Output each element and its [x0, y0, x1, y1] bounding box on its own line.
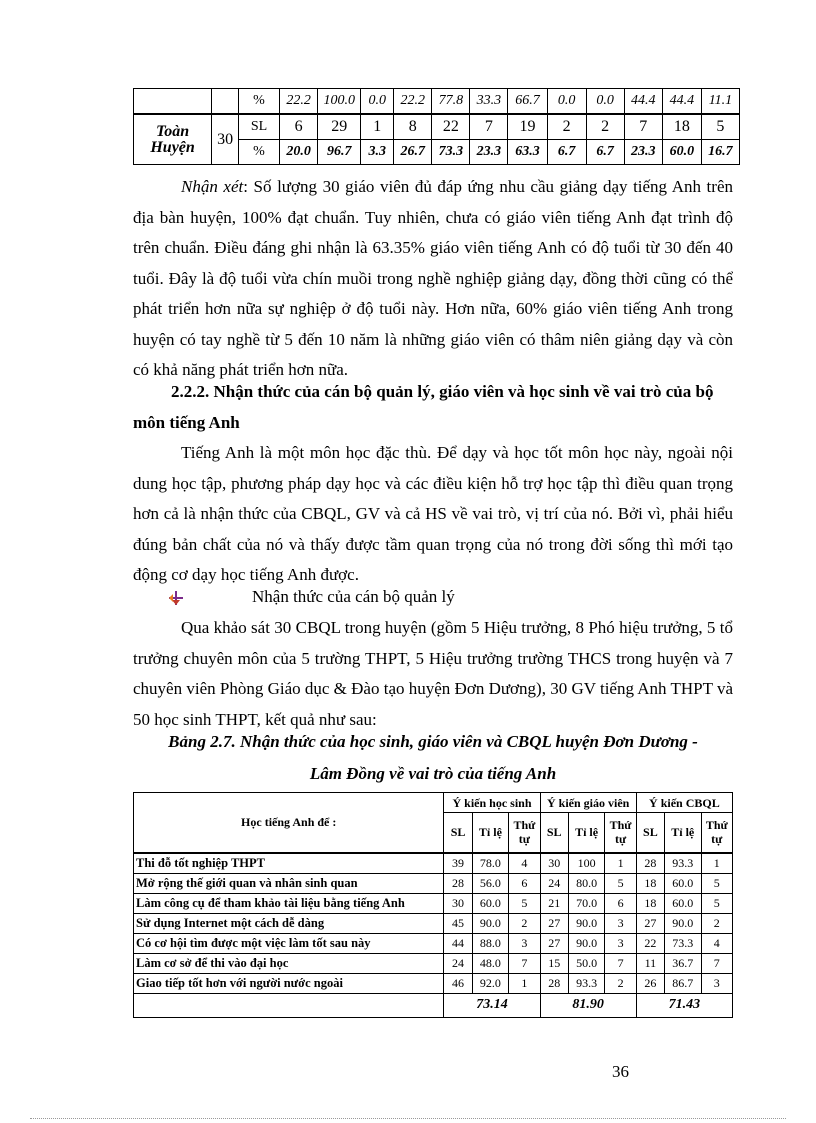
criterion-cell: Làm công cụ để tham khảo tài liệu bằng tiếng Anh — [134, 893, 444, 913]
sub-header: Thứ tự — [605, 813, 636, 853]
table-row — [134, 89, 740, 115]
total-count: 30 — [212, 114, 239, 165]
value-cell: 18 — [636, 893, 664, 913]
value-cell: 45 — [444, 913, 472, 933]
value-cell: 7 — [701, 953, 732, 973]
criterion-cell: Làm cơ sở để thi vào đại học — [134, 953, 444, 973]
sub-header: Tỉ lệ — [472, 813, 509, 853]
sub-header: Tỉ lệ — [664, 813, 701, 853]
value-cell: 2 — [701, 913, 732, 933]
table-cell: 100.0 — [318, 89, 361, 115]
sub-header: SL — [540, 813, 568, 853]
group-header: Ý kiến học sinh — [444, 793, 540, 813]
table-cell: 44.4 — [624, 89, 662, 115]
value-cell: 2 — [605, 973, 636, 993]
table-cell: 1 — [361, 114, 394, 140]
table-cell: 66.7 — [508, 89, 547, 115]
table-cell: 96.7 — [318, 140, 361, 165]
group-header: Ý kiến CBQL — [636, 793, 732, 813]
table-cell: 22.2 — [280, 89, 318, 115]
totals-row — [134, 993, 733, 1017]
sub-header: SL — [636, 813, 664, 853]
remark-paragraph: Nhận xét: Số lượng 30 giáo viên đủ đáp ứng nhu cầu giảng dạy tiếng Anh trên địa bàn huyện, 100% đạt chuẩn. Tuy nhiên, chưa có giáo viên tiếng Anh đạt trình độ trên chuẩn. Điều đáng ghi nhận là 63.35% giáo viên tiếng Anh có độ tuổi từ 30 đến 40 tuổi. Đây là độ tuổi vừa chín muồi trong nghề nghiệp giảng dạy, đồng thời cũng có thể phát triển hơn nữa sự nghiệp ở độ tuổi này. Hơn nữa, 60% giáo viên tiếng Anh trong huyện có tay nghề từ 5 đến 10 năm là những giáo viên có thâm niên giảng dạy và còn có khả năng phát triển hơn nữa. — [133, 177, 733, 379]
table-row — [134, 114, 740, 140]
table-cell: 3.3 — [361, 140, 394, 165]
table-cell: 19 — [508, 114, 547, 140]
table-cell: 7 — [470, 114, 508, 140]
table-row — [134, 913, 733, 933]
value-cell: 18 — [636, 873, 664, 893]
value-cell: 93.3 — [664, 853, 701, 874]
table-cell: 29 — [318, 114, 361, 140]
value-cell: 28 — [444, 873, 472, 893]
value-cell: 46 — [444, 973, 472, 993]
value-cell: 44 — [444, 933, 472, 953]
table-cell: 0.0 — [586, 89, 624, 115]
value-cell: 90.0 — [664, 913, 701, 933]
total-teachers: 81.90 — [540, 993, 636, 1017]
value-cell: 15 — [540, 953, 568, 973]
value-cell: 3 — [509, 933, 540, 953]
table-caption-line2: Lâm Đồng về vai trò của tiếng Anh — [309, 764, 557, 783]
sub-header: Thứ tự — [701, 813, 732, 853]
table-row — [134, 953, 733, 973]
table-cell: 18 — [662, 114, 701, 140]
criteria-header: Học tiếng Anh để : — [134, 793, 444, 853]
value-cell: 92.0 — [472, 973, 509, 993]
intro-paragraph: Tiếng Anh là một môn học đặc thù. Để dạy và học tốt môn học này, ngoài nội dung học tập, phương pháp dạy học và các điều kiện hỗ trợ học tập thì điều quan trọng hơn cả là nhận thức của CBQL, GV và cả HS về vai trò, vị trí của nó. Bởi vì, phải hiểu đúng bản chất của nó và thấy được tầm quan trọng của nó trong đời sống thì mới tạo động cơ dạy học tiếng Anh được. — [133, 443, 733, 584]
total-students: 73.14 — [444, 993, 540, 1017]
row-label: SL — [238, 114, 279, 140]
table-cell: 6.7 — [547, 140, 586, 165]
bullet-arrow-icon — [168, 590, 184, 606]
value-cell: 27 — [636, 913, 664, 933]
criterion-cell: Thi đỗ tốt nghiệp THPT — [134, 853, 444, 874]
value-cell: 1 — [605, 853, 636, 874]
value-cell: 26 — [636, 973, 664, 993]
value-cell: 7 — [605, 953, 636, 973]
survey-paragraph: Qua khảo sát 30 CBQL trong huyện (gồm 5 Hiệu trưởng, 8 Phó hiệu trưởng, 5 tổ trưởng chuyên môn của 5 trường THPT, 5 Hiệu trưởng trường THCS trong huyện và 7 chuyên viên Phòng Giáo dục & Đào tạo huyện Đơn Dương), 30 GV tiếng Anh THPT và 50 học sinh THPT, kết quả như sau: — [133, 618, 733, 729]
table-cell: 73.3 — [432, 140, 470, 165]
table-cell: 44.4 — [662, 89, 701, 115]
value-cell: 24 — [540, 873, 568, 893]
perception-table — [133, 792, 733, 1018]
value-cell: 24 — [444, 953, 472, 973]
value-cell: 11 — [636, 953, 664, 973]
table-cell: 22.2 — [394, 89, 432, 115]
teacher-stats-table-continuation — [133, 88, 740, 165]
table-cell: 23.3 — [624, 140, 662, 165]
criterion-cell: Mở rộng thế giới quan và nhân sinh quan — [134, 873, 444, 893]
table-row — [134, 973, 733, 993]
value-cell: 30 — [540, 853, 568, 874]
value-cell: 39 — [444, 853, 472, 874]
value-cell: 100 — [568, 853, 605, 874]
table-cell: 11.1 — [701, 89, 739, 115]
value-cell: 90.0 — [568, 933, 605, 953]
table-cell: 6.7 — [586, 140, 624, 165]
value-cell: 6 — [605, 893, 636, 913]
value-cell: 1 — [509, 973, 540, 993]
value-cell: 27 — [540, 933, 568, 953]
value-cell: 60.0 — [664, 893, 701, 913]
footer-divider — [30, 1118, 786, 1119]
value-cell: 5 — [605, 873, 636, 893]
value-cell: 5 — [701, 873, 732, 893]
value-cell: 88.0 — [472, 933, 509, 953]
table-cell: 33.3 — [470, 89, 508, 115]
table-cell: 22 — [432, 114, 470, 140]
value-cell: 48.0 — [472, 953, 509, 973]
table-cell: 63.3 — [508, 140, 547, 165]
criterion-cell: Sử dụng Internet một cách dễ dàng — [134, 913, 444, 933]
value-cell: 90.0 — [472, 913, 509, 933]
value-cell: 50.0 — [568, 953, 605, 973]
table-row — [134, 853, 733, 874]
table-cell: 0.0 — [547, 89, 586, 115]
table-cell: 16.7 — [701, 140, 739, 165]
page-number: 36 — [612, 1062, 629, 1081]
criterion-cell: Có cơ hội tìm được một việc làm tốt sau này — [134, 933, 444, 953]
table-cell: 26.7 — [394, 140, 432, 165]
bullet-label: Nhận thức của cán bộ quản lý — [252, 587, 455, 606]
table-cell: 2 — [586, 114, 624, 140]
value-cell: 3 — [701, 973, 732, 993]
value-cell: 3 — [605, 933, 636, 953]
value-cell: 3 — [605, 913, 636, 933]
value-cell: 5 — [509, 893, 540, 913]
value-cell: 56.0 — [472, 873, 509, 893]
table-cell: 0.0 — [361, 89, 394, 115]
value-cell: 28 — [636, 853, 664, 874]
table-cell: 6 — [280, 114, 318, 140]
row-label: % — [238, 89, 279, 115]
table-header-row — [134, 793, 733, 813]
value-cell: 2 — [509, 913, 540, 933]
table-row — [134, 933, 733, 953]
value-cell: 90.0 — [568, 913, 605, 933]
value-cell: 93.3 — [568, 973, 605, 993]
value-cell: 22 — [636, 933, 664, 953]
value-cell: 36.7 — [664, 953, 701, 973]
table-cell: 23.3 — [470, 140, 508, 165]
table-cell: 2 — [547, 114, 586, 140]
value-cell: 21 — [540, 893, 568, 913]
table-row — [134, 893, 733, 913]
value-cell: 28 — [540, 973, 568, 993]
table-cell: 77.8 — [432, 89, 470, 115]
value-cell: 60.0 — [472, 893, 509, 913]
table-cell: 20.0 — [280, 140, 318, 165]
value-cell: 60.0 — [664, 873, 701, 893]
group-header: Ý kiến giáo viên — [540, 793, 636, 813]
row-label: % — [238, 140, 279, 165]
value-cell: 86.7 — [664, 973, 701, 993]
table-cell: 60.0 — [662, 140, 701, 165]
table-cell: 8 — [394, 114, 432, 140]
value-cell: 78.0 — [472, 853, 509, 874]
sub-header: Thứ tự — [509, 813, 540, 853]
sub-header: SL — [444, 813, 472, 853]
value-cell: 7 — [509, 953, 540, 973]
value-cell: 80.0 — [568, 873, 605, 893]
value-cell: 73.3 — [664, 933, 701, 953]
value-cell: 70.0 — [568, 893, 605, 913]
table-cell: 5 — [701, 114, 739, 140]
criterion-cell: Giao tiếp tốt hơn với người nước ngoài — [134, 973, 444, 993]
value-cell: 4 — [509, 853, 540, 874]
value-cell: 4 — [701, 933, 732, 953]
table-row — [134, 873, 733, 893]
value-cell: 27 — [540, 913, 568, 933]
section-heading: 2.2.2. Nhận thức của cán bộ quản lý, giáo viên và học sinh về vai trò của bộ môn tiếng Anh — [133, 382, 714, 432]
sub-header: Tỉ lệ — [568, 813, 605, 853]
value-cell: 1 — [701, 853, 732, 874]
table-cell: 7 — [624, 114, 662, 140]
value-cell: 5 — [701, 893, 732, 913]
table-caption-line1: Bảng 2.7. Nhận thức của học sinh, giáo viên và CBQL huyện Đơn Dương - — [168, 732, 698, 751]
value-cell: 6 — [509, 873, 540, 893]
total-district-label: Toàn Huyện — [134, 114, 212, 165]
value-cell: 30 — [444, 893, 472, 913]
total-managers: 71.43 — [636, 993, 732, 1017]
